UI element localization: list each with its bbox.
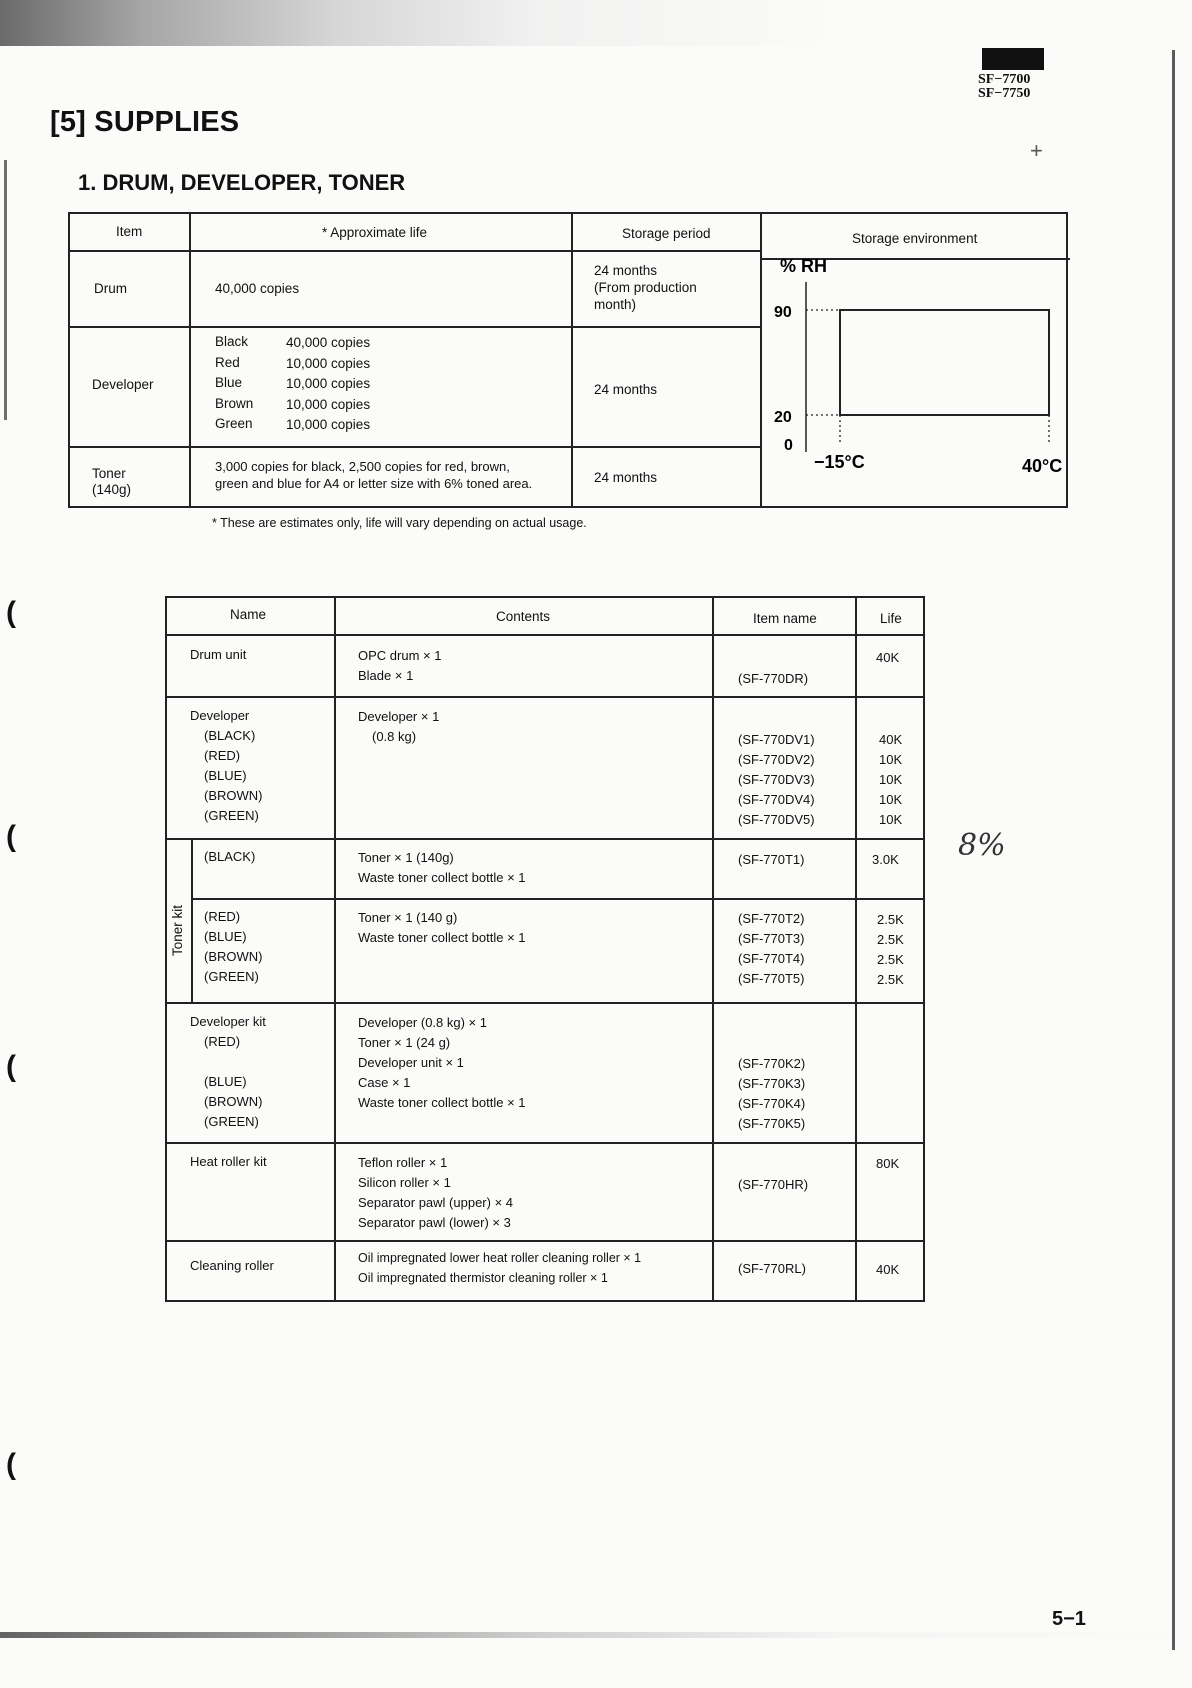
item-name: (SF-770T2) — [738, 911, 805, 926]
row-divider — [167, 1142, 923, 1144]
life-value: 2.5K — [877, 972, 904, 987]
punch-hole-mark: ( — [6, 596, 16, 629]
page-title: [5] SUPPLIES — [50, 106, 240, 138]
developer-lives — [879, 730, 902, 830]
toner-color-lives — [877, 910, 904, 990]
contents-line: Toner × 1 (140 g) — [358, 910, 458, 925]
developer-kit-color: (BROWN) — [204, 1094, 263, 1109]
graph-tick-0: 0 — [784, 437, 793, 454]
heat-roller-kit-life: 80K — [876, 1156, 900, 1171]
toner-color-contents — [358, 908, 526, 948]
developer-color: Black — [215, 334, 249, 349]
toner-item-line: Toner — [92, 466, 126, 481]
developer-kit-label: Developer kit — [190, 1014, 266, 1029]
graph-x-tick-max: 40°C — [1022, 456, 1063, 476]
item-name: (SF-770DV5) — [738, 812, 815, 827]
developer-copies-value: 10,000 copies — [286, 355, 371, 371]
pencil-mark: + — [1030, 138, 1043, 163]
contents-line: Separator pawl (lower) × 3 — [358, 1215, 511, 1230]
toner-life — [215, 458, 532, 492]
row-divider — [167, 634, 923, 636]
header-approximate-life: * Approximate life — [322, 225, 428, 240]
storage-environment-graph — [760, 242, 1066, 506]
row-divider — [167, 1002, 923, 1004]
developer-copies-value: 10,000 copies — [286, 396, 371, 412]
developer-kit-colors — [190, 1032, 266, 1132]
graph-storage-range — [840, 310, 1049, 415]
cleaning-roller-contents — [358, 1248, 641, 1288]
column-divider — [712, 598, 714, 1300]
supplies-parts-table — [165, 596, 925, 1302]
developer-kit-item-names — [738, 1054, 805, 1134]
cleaning-roller-name: Cleaning roller — [190, 1258, 274, 1273]
developer-color: (BLUE) — [204, 768, 247, 783]
developer-kit-color: (BLUE) — [204, 1074, 247, 1089]
life-value: 10K — [879, 772, 903, 787]
header-storage-environment: Storage environment — [852, 231, 978, 246]
row-divider — [70, 250, 760, 252]
contents-line: Developer (0.8 kg) × 1 — [358, 1015, 487, 1030]
contents-line: OPC drum × 1 — [358, 648, 442, 663]
developer-kit-color: (RED) — [204, 1034, 241, 1049]
developer-color: (RED) — [204, 748, 241, 763]
binder-edge-left — [4, 160, 7, 420]
header-item: Item — [116, 224, 143, 239]
row-divider — [167, 1240, 923, 1242]
toner-black-name: (BLACK) — [204, 849, 256, 864]
header-name: Name — [230, 607, 267, 622]
graph-tick-90: 90 — [774, 304, 792, 321]
life-value: 10K — [879, 792, 903, 807]
developer-copies-value: 10,000 copies — [286, 376, 371, 391]
toner-item-line: (140g) — [92, 482, 132, 497]
toner-black-item-name: (SF-770T1) — [738, 852, 805, 867]
item-name: (SF-770T4) — [738, 951, 805, 966]
item-name: (SF-770T5) — [738, 971, 805, 986]
developer-color: (GREEN) — [204, 808, 259, 823]
graph-y-label: % RH — [780, 256, 828, 276]
developer-contents — [358, 707, 439, 747]
developer-color: (BLACK) — [204, 728, 256, 743]
developer-color-list — [190, 726, 263, 826]
contents-line: Oil impregnated lower heat roller cleaning roller × 1 — [358, 1251, 642, 1265]
drum-storage-period — [594, 262, 697, 313]
item-name: (SF-770DV4) — [738, 792, 815, 807]
contents-line: Waste toner collect bottle × 1 — [358, 870, 526, 885]
graph-x-tick-min: −15°C — [814, 452, 865, 472]
item-name: (SF-770K5) — [738, 1116, 806, 1131]
life-value: 2.5K — [877, 952, 904, 967]
toner-kit-divider — [191, 839, 193, 1002]
contents-line: Oil impregnated thermistor cleaning roller × 1 — [358, 1271, 608, 1285]
drum-item: Drum — [94, 281, 127, 296]
contents-line: Waste toner collect bottle × 1 — [358, 1095, 526, 1110]
developer-color: (BROWN) — [204, 788, 263, 803]
column-divider — [571, 214, 573, 506]
item-name: (SF-770K3) — [738, 1076, 806, 1091]
handwritten-note: 8% — [958, 828, 1006, 863]
drum-unit-contents — [358, 646, 441, 686]
row-divider — [70, 446, 760, 448]
contents-line: Developer × 1 — [358, 709, 440, 724]
toner-kit-label: Toner kit — [170, 904, 185, 956]
model-tab-marker — [982, 48, 1044, 70]
row-divider — [70, 326, 760, 328]
row-divider — [167, 696, 923, 698]
developer-copies-value: 10,000 copies — [286, 417, 371, 432]
scan-artifact-bottom — [0, 1632, 1192, 1638]
item-name: (SF-770DV3) — [738, 772, 815, 787]
life-value: 10K — [879, 752, 903, 767]
developer-item: Developer — [92, 377, 154, 392]
contents-line: Blade × 1 — [358, 668, 414, 683]
developer-storage-period: 24 months — [594, 382, 658, 397]
developer-copies-value: 40,000 copies — [286, 335, 371, 350]
contents-line: Silicon roller × 1 — [358, 1175, 451, 1190]
binder-edge-right — [1172, 50, 1175, 1650]
footnote: * These are estimates only, life will vary depending on actual usage. — [212, 516, 587, 530]
toner-black-life: 3.0K — [872, 852, 899, 867]
life-value: 2.5K — [877, 932, 904, 947]
column-divider — [855, 598, 857, 1300]
developer-copies — [286, 333, 370, 436]
developer-color: Blue — [215, 375, 243, 390]
toner-color: (BLUE) — [204, 929, 247, 944]
drum-unit-item-name: (SF-770DR) — [738, 671, 809, 686]
model-line: SF−7750 — [978, 86, 1031, 101]
header-storage-period: Storage period — [622, 226, 711, 241]
developer-name — [190, 706, 263, 826]
section-title: 1. DRUM, DEVELOPER, TONER — [78, 170, 406, 195]
punch-hole-mark: ( — [6, 1050, 16, 1083]
toner-life-line: 3,000 copies for black, 2,500 copies for red, brown, — [215, 459, 510, 474]
column-divider — [189, 214, 191, 506]
developer-kit-name — [190, 1012, 266, 1132]
header-item-name: Item name — [753, 611, 817, 626]
developer-color: Green — [215, 416, 253, 431]
life-value: 40K — [879, 732, 903, 747]
cleaning-roller-life: 40K — [876, 1262, 900, 1277]
item-name: (SF-770T3) — [738, 931, 805, 946]
model-numbers — [978, 73, 1030, 101]
contents-line: Teflon roller × 1 — [358, 1155, 448, 1170]
developer-name-label: Developer — [190, 708, 250, 723]
heat-roller-kit-item-name: (SF-770HR) — [738, 1177, 809, 1192]
toner-color-item-names — [738, 909, 804, 989]
header-life: Life — [880, 611, 902, 626]
contents-line: Case × 1 — [358, 1075, 411, 1090]
item-name: (SF-770DV2) — [738, 752, 815, 767]
heat-roller-kit-contents — [358, 1153, 513, 1233]
developer-item-names — [738, 730, 815, 830]
contents-line: (0.8 kg) — [372, 729, 417, 744]
developer-colors — [215, 332, 253, 435]
toner-life-line: green and blue for A4 or letter size with 6% toned area. — [215, 476, 533, 491]
cleaning-roller-item-name: (SF-770RL) — [738, 1261, 806, 1276]
drum-unit-life: 40K — [876, 650, 900, 665]
developer-kit-color: (GREEN) — [204, 1114, 259, 1129]
toner-color: (GREEN) — [204, 969, 259, 984]
contents-line: Toner × 1 (140g) — [358, 850, 454, 865]
toner-storage-period: 24 months — [594, 470, 658, 485]
contents-line: Waste toner collect bottle × 1 — [358, 930, 526, 945]
life-value: 2.5K — [877, 912, 904, 927]
drum-life: 40,000 copies — [215, 281, 300, 296]
punch-hole-mark: ( — [6, 1448, 16, 1481]
toner-black-contents — [358, 848, 526, 888]
contents-line: Toner × 1 (24 g) — [358, 1035, 451, 1050]
life-value: 10K — [879, 812, 903, 827]
developer-kit-contents — [358, 1013, 526, 1113]
period-line: month) — [594, 297, 637, 312]
contents-line: Developer unit × 1 — [358, 1055, 464, 1070]
toner-item — [92, 466, 131, 498]
scan-artifact-top — [0, 0, 1192, 46]
drum-unit-name: Drum unit — [190, 647, 247, 662]
header-contents: Contents — [496, 609, 551, 624]
contents-line: Separator pawl (upper) × 4 — [358, 1195, 514, 1210]
model-line: SF−7700 — [978, 72, 1031, 87]
row-divider — [191, 898, 923, 900]
punch-hole-mark: ( — [6, 820, 16, 853]
developer-color: Brown — [215, 395, 254, 411]
toner-color: (BROWN) — [204, 949, 263, 964]
toner-color: (RED) — [204, 909, 241, 924]
supplies-life-table — [68, 212, 1068, 508]
item-name: (SF-770K4) — [738, 1096, 806, 1111]
heat-roller-kit-name: Heat roller kit — [190, 1154, 267, 1169]
item-name: (SF-770K2) — [738, 1056, 806, 1071]
period-line: (From production — [594, 280, 697, 295]
period-line: 24 months — [594, 263, 658, 278]
page-number: 5−1 — [1052, 1608, 1086, 1630]
column-divider — [334, 598, 336, 1300]
row-divider — [167, 838, 923, 840]
item-name: (SF-770DV1) — [738, 732, 815, 747]
graph-tick-20: 20 — [774, 409, 792, 426]
toner-color-names — [204, 907, 263, 987]
developer-color: Red — [215, 354, 240, 370]
